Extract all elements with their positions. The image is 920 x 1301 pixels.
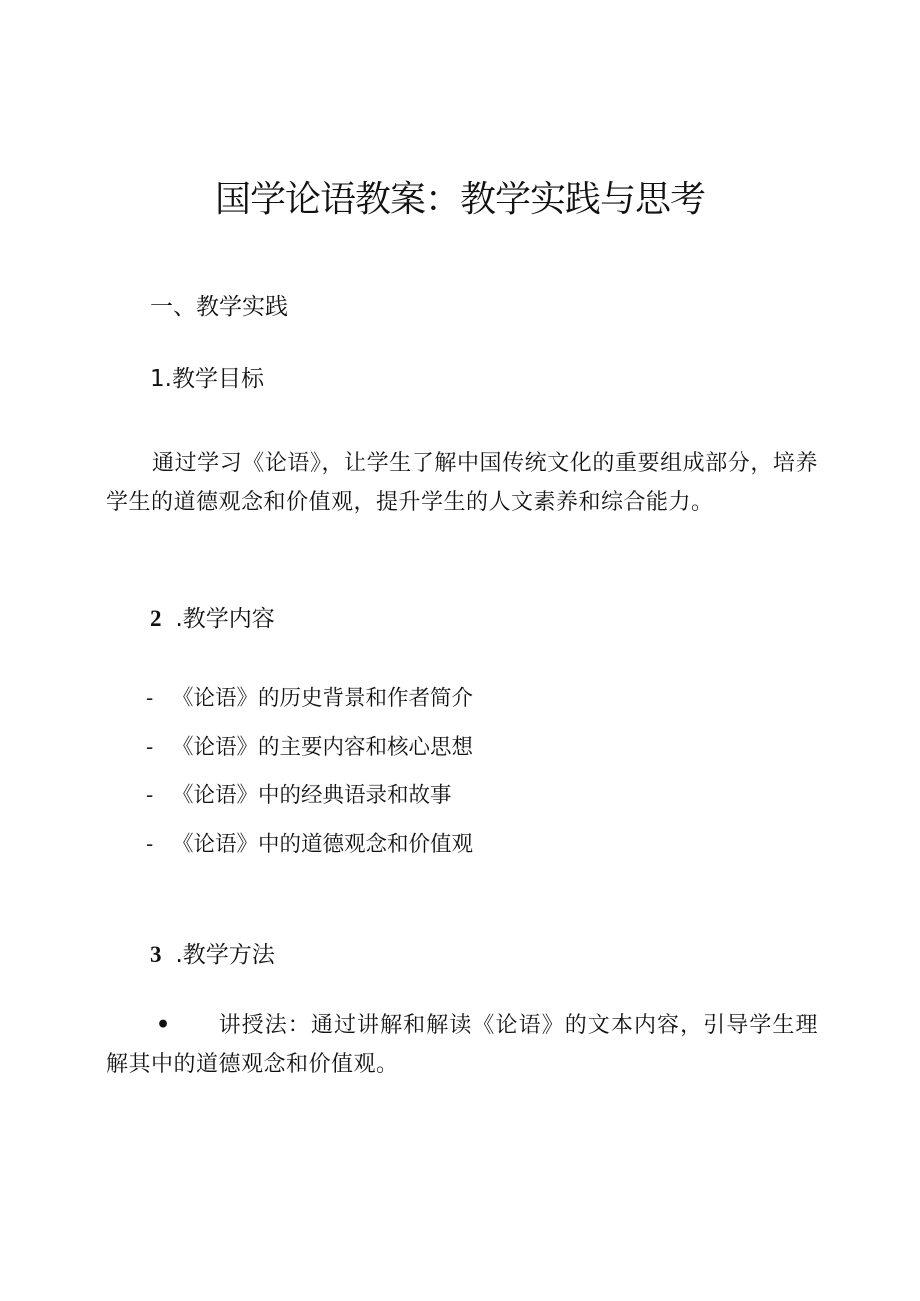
list-item-text: 《论语》中的经典语录和故事 <box>172 783 452 808</box>
teaching-methods-paragraph <box>106 1006 818 1084</box>
list-item-text: 《论语》中的道德观念和价值观 <box>172 831 474 857</box>
dash-marker: - <box>146 734 154 760</box>
list-item-text: 《论语》的主要内容和核心思想 <box>172 734 474 760</box>
document-title: 国学论语教案：教学实践与思考 <box>214 179 705 220</box>
subheading-label: .教学方法 <box>175 942 275 968</box>
subheading-label: .教学内容 <box>175 606 275 632</box>
list-item <box>146 684 473 733</box>
list-item <box>146 781 473 830</box>
teaching-methods-text: 讲授法：通过讲解和解读《论语》的文本内容，引导学生理解其中的道德观念和价值观。 <box>106 1013 818 1077</box>
bullet-marker: • <box>156 1012 171 1038</box>
dash-marker: - <box>146 783 154 808</box>
subheading-teaching-goals <box>150 362 264 396</box>
dash-marker: - <box>146 831 154 857</box>
list-item-text: 《论语》的历史背景和作者简介 <box>172 686 474 711</box>
subheading-number: 1. <box>150 366 172 392</box>
section-heading-teaching-practice: 一、教学实践 <box>150 294 288 320</box>
subheading-label: 教学目标 <box>171 366 264 392</box>
subheading-number: 2 <box>150 606 162 631</box>
dash-marker: - <box>146 686 154 711</box>
list-item <box>146 733 473 782</box>
subheading-number: 3 <box>150 942 162 967</box>
subheading-teaching-content <box>150 602 275 636</box>
teaching-goals-paragraph: 通过学习《论语》，让学生了解中国传统文化的重要组成部分，培养学生的道德观念和价值观，提升学生的人文素养和综合能力。 <box>106 451 818 515</box>
subheading-teaching-methods <box>150 938 275 972</box>
teaching-content-list <box>146 684 473 878</box>
list-item <box>146 830 473 879</box>
